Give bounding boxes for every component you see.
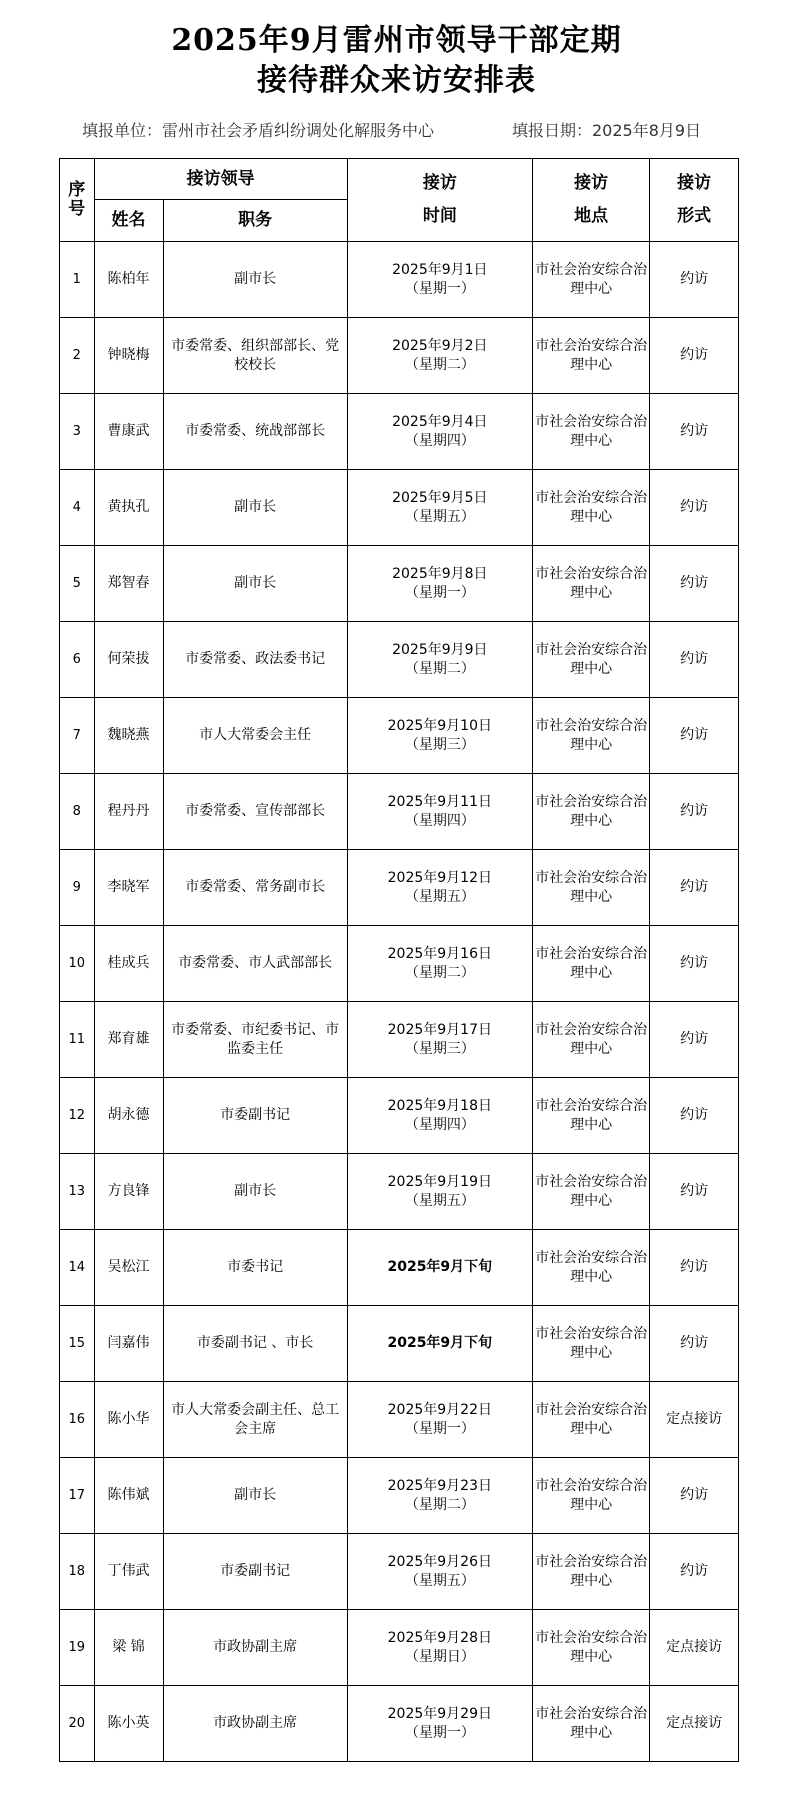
- cell-time: [347, 1458, 532, 1534]
- cell-form: 约访: [650, 926, 739, 1002]
- table-row: [60, 1230, 739, 1306]
- cell-form: 约访: [650, 318, 739, 394]
- cell-place: 市社会治安综合治理中心: [532, 1306, 649, 1382]
- cell-date: 2025年9月9日: [392, 641, 488, 658]
- cell-name: 魏晓燕: [94, 698, 163, 774]
- cell-seq: 19: [60, 1610, 95, 1686]
- table-row: [60, 1078, 739, 1154]
- header-form-line1: 接访: [677, 173, 712, 193]
- table-row: [60, 1382, 739, 1458]
- cell-seq: 6: [60, 622, 95, 698]
- cell-name: 吴松江: [94, 1230, 163, 1306]
- cell-weekday: （星期五）: [404, 1192, 475, 1209]
- cell-position: 市委书记: [163, 1230, 347, 1306]
- cell-seq: 3: [60, 394, 95, 470]
- cell-name: 胡永德: [94, 1078, 163, 1154]
- cell-time: [347, 1078, 532, 1154]
- cell-form: 约访: [650, 1078, 739, 1154]
- cell-seq: 13: [60, 1154, 95, 1230]
- cell-position: 副市长: [163, 470, 347, 546]
- cell-name: 钟晓梅: [94, 318, 163, 394]
- table-row: [60, 850, 739, 926]
- cell-time: [347, 318, 532, 394]
- cell-name: 何荣拔: [94, 622, 163, 698]
- reporting-unit: 填报单位：雷州市社会矛盾纠纷调处化解服务中心: [82, 121, 435, 140]
- header-time-line1: 接访: [422, 173, 457, 193]
- header-time: [347, 159, 532, 242]
- cell-name: 陈小英: [94, 1686, 163, 1762]
- cell-position: 市委常委、组织部部长、党校校长: [163, 318, 347, 394]
- cell-time: [347, 774, 532, 850]
- header-place-line2: 地点: [574, 206, 609, 226]
- cell-name: 陈伟斌: [94, 1458, 163, 1534]
- cell-seq: 7: [60, 698, 95, 774]
- table-row: [60, 1686, 739, 1762]
- table-row: [60, 622, 739, 698]
- header-name: 姓名: [94, 200, 163, 242]
- cell-date: 2025年9月12日: [387, 869, 492, 886]
- cell-form: 定点接访: [650, 1610, 739, 1686]
- table-row: [60, 470, 739, 546]
- cell-time: [347, 1382, 532, 1458]
- cell-place: 市社会治安综合治理中心: [532, 546, 649, 622]
- cell-form: 约访: [650, 1154, 739, 1230]
- cell-time: [347, 622, 532, 698]
- cell-date: 2025年9月23日: [387, 1477, 492, 1494]
- cell-seq: 8: [60, 774, 95, 850]
- cell-place: 市社会治安综合治理中心: [532, 1610, 649, 1686]
- page-title-line2: 接待群众来访安排表: [257, 63, 536, 98]
- cell-weekday: （星期二）: [404, 356, 475, 373]
- cell-form: 约访: [650, 1306, 739, 1382]
- table-row: [60, 698, 739, 774]
- reporting-date: 填报日期：2025年8月9日: [512, 121, 702, 140]
- table-row: [60, 1534, 739, 1610]
- cell-time: [347, 1534, 532, 1610]
- cell-position: 市委副书记: [163, 1078, 347, 1154]
- cell-name: 陈小华: [94, 1382, 163, 1458]
- table-row: [60, 1306, 739, 1382]
- header-leader-group: 接访领导: [94, 159, 347, 200]
- header-time-line2: 时间: [422, 206, 457, 226]
- table-row: [60, 1610, 739, 1686]
- cell-position: 副市长: [163, 546, 347, 622]
- cell-weekday: （星期三）: [404, 736, 475, 753]
- cell-name: 程丹丹: [94, 774, 163, 850]
- cell-seq: 12: [60, 1078, 95, 1154]
- cell-seq: 14: [60, 1230, 95, 1306]
- cell-form: 约访: [650, 774, 739, 850]
- cell-time: [347, 850, 532, 926]
- cell-weekday: （星期一）: [404, 584, 475, 601]
- cell-name: 郑智春: [94, 546, 163, 622]
- cell-form: 约访: [650, 1002, 739, 1078]
- table-row: [60, 242, 739, 318]
- cell-place: 市社会治安综合治理中心: [532, 622, 649, 698]
- cell-place: 市社会治安综合治理中心: [532, 1382, 649, 1458]
- cell-place: 市社会治安综合治理中心: [532, 470, 649, 546]
- cell-position: 市政协副主席: [163, 1686, 347, 1762]
- cell-position: 市委常委、政法委书记: [163, 622, 347, 698]
- cell-name: 梁 锦: [94, 1610, 163, 1686]
- cell-place: 市社会治安综合治理中心: [532, 1230, 649, 1306]
- cell-weekday: （星期日）: [404, 1648, 475, 1665]
- cell-weekday: （星期五）: [404, 888, 475, 905]
- cell-position: 副市长: [163, 242, 347, 318]
- cell-place: 市社会治安综合治理中心: [532, 318, 649, 394]
- cell-position: 市人大常委会副主任、总工会主席: [163, 1382, 347, 1458]
- table-row: [60, 1458, 739, 1534]
- cell-seq: 20: [60, 1686, 95, 1762]
- table-row: [60, 1002, 739, 1078]
- cell-form: 约访: [650, 546, 739, 622]
- cell-time: [347, 1230, 532, 1306]
- cell-position: 市委常委、统战部部长: [163, 394, 347, 470]
- cell-weekday: （星期四）: [404, 812, 475, 829]
- cell-name: 黄执孔: [94, 470, 163, 546]
- cell-form: 约访: [650, 394, 739, 470]
- cell-weekday: （星期一）: [404, 1420, 475, 1437]
- header-seq-line1: 序: [68, 180, 86, 200]
- cell-weekday: （星期三）: [404, 1040, 475, 1057]
- table-row: [60, 394, 739, 470]
- cell-form: 约访: [650, 1230, 739, 1306]
- table-row: [60, 926, 739, 1002]
- cell-form: 约访: [650, 1534, 739, 1610]
- cell-place: 市社会治安综合治理中心: [532, 242, 649, 318]
- cell-form: 定点接访: [650, 1686, 739, 1762]
- cell-position: 市政协副主席: [163, 1610, 347, 1686]
- cell-place: 市社会治安综合治理中心: [532, 774, 649, 850]
- header-place: [532, 159, 649, 242]
- header-seq-line2: 号: [68, 199, 86, 219]
- cell-seq: 16: [60, 1382, 95, 1458]
- cell-date: 2025年9月18日: [387, 1097, 492, 1114]
- table-row: [60, 1154, 739, 1230]
- cell-weekday: （星期二）: [404, 1496, 475, 1513]
- cell-weekday: （星期二）: [404, 660, 475, 677]
- cell-date: 2025年9月17日: [387, 1021, 492, 1038]
- cell-form: 约访: [650, 698, 739, 774]
- table-row: [60, 546, 739, 622]
- cell-weekday: （星期二）: [404, 964, 475, 981]
- cell-seq: 2: [60, 318, 95, 394]
- cell-seq: 17: [60, 1458, 95, 1534]
- cell-form: 约访: [650, 1458, 739, 1534]
- cell-date: 2025年9月10日: [387, 717, 492, 734]
- cell-form: 约访: [650, 242, 739, 318]
- cell-seq: 5: [60, 546, 95, 622]
- cell-place: 市社会治安综合治理中心: [532, 1002, 649, 1078]
- cell-form: 约访: [650, 470, 739, 546]
- cell-place: 市社会治安综合治理中心: [532, 1686, 649, 1762]
- cell-place: 市社会治安综合治理中心: [532, 926, 649, 1002]
- cell-date: 2025年9月2日: [392, 337, 488, 354]
- cell-date: 2025年9月8日: [392, 565, 488, 582]
- cell-date: 2025年9月下旬: [387, 1335, 493, 1351]
- cell-form: 约访: [650, 850, 739, 926]
- cell-position: 市委常委、市纪委书记、市监委主任: [163, 1002, 347, 1078]
- cell-seq: 1: [60, 242, 95, 318]
- cell-place: 市社会治安综合治理中心: [532, 1154, 649, 1230]
- cell-position: 副市长: [163, 1154, 347, 1230]
- cell-time: [347, 1610, 532, 1686]
- page-title-line1: 2025年9月雷州市领导干部定期: [171, 23, 622, 58]
- cell-date: 2025年9月28日: [387, 1629, 492, 1646]
- cell-name: 郑育雄: [94, 1002, 163, 1078]
- cell-time: [347, 926, 532, 1002]
- cell-place: 市社会治安综合治理中心: [532, 394, 649, 470]
- cell-seq: 4: [60, 470, 95, 546]
- cell-date: 2025年9月4日: [392, 413, 488, 430]
- cell-position: 市委副书记: [163, 1534, 347, 1610]
- table-row: [60, 774, 739, 850]
- cell-seq: 10: [60, 926, 95, 1002]
- cell-date: 2025年9月5日: [392, 489, 488, 506]
- header-form: [650, 159, 739, 242]
- cell-time: [347, 1686, 532, 1762]
- cell-name: 李晓军: [94, 850, 163, 926]
- cell-time: [347, 394, 532, 470]
- header-seq: [60, 159, 95, 242]
- cell-time: [347, 1154, 532, 1230]
- cell-date: 2025年9月11日: [387, 793, 492, 810]
- cell-position: 市人大常委会主任: [163, 698, 347, 774]
- cell-seq: 9: [60, 850, 95, 926]
- cell-date: 2025年9月26日: [387, 1553, 492, 1570]
- header-row-1: [60, 159, 739, 200]
- cell-date: 2025年9月16日: [387, 945, 492, 962]
- cell-position: 市委常委、宣传部部长: [163, 774, 347, 850]
- cell-time: [347, 242, 532, 318]
- cell-form: 定点接访: [650, 1382, 739, 1458]
- cell-time: [347, 1002, 532, 1078]
- cell-name: 桂成兵: [94, 926, 163, 1002]
- cell-name: 曹康武: [94, 394, 163, 470]
- cell-date: 2025年9月22日: [387, 1401, 492, 1418]
- cell-date: 2025年9月29日: [387, 1705, 492, 1722]
- cell-time: [347, 546, 532, 622]
- schedule-table: [59, 158, 739, 1762]
- cell-name: 陈柏年: [94, 242, 163, 318]
- cell-position: 市委常委、市人武部部长: [163, 926, 347, 1002]
- cell-date: 2025年9月1日: [392, 261, 488, 278]
- cell-position: 市委常委、常务副市长: [163, 850, 347, 926]
- cell-time: [347, 470, 532, 546]
- cell-place: 市社会治安综合治理中心: [532, 1458, 649, 1534]
- cell-weekday: （星期一）: [404, 280, 475, 297]
- cell-form: 约访: [650, 622, 739, 698]
- cell-place: 市社会治安综合治理中心: [532, 698, 649, 774]
- cell-time: [347, 1306, 532, 1382]
- cell-weekday: （星期五）: [404, 508, 475, 525]
- cell-weekday: （星期四）: [404, 432, 475, 449]
- header-place-line1: 接访: [574, 173, 609, 193]
- cell-name: 闫嘉伟: [94, 1306, 163, 1382]
- cell-position: 市委副书记 、市长: [163, 1306, 347, 1382]
- cell-position: 副市长: [163, 1458, 347, 1534]
- cell-date: 2025年9月下旬: [387, 1259, 493, 1275]
- table-row: [60, 318, 739, 394]
- cell-seq: 18: [60, 1534, 95, 1610]
- cell-place: 市社会治安综合治理中心: [532, 850, 649, 926]
- cell-name: 方良锋: [94, 1154, 163, 1230]
- cell-place: 市社会治安综合治理中心: [532, 1078, 649, 1154]
- cell-name: 丁伟武: [94, 1534, 163, 1610]
- cell-weekday: （星期一）: [404, 1724, 475, 1741]
- header-form-line2: 形式: [677, 206, 712, 226]
- cell-place: 市社会治安综合治理中心: [532, 1534, 649, 1610]
- cell-weekday: （星期四）: [404, 1116, 475, 1133]
- cell-weekday: （星期五）: [404, 1572, 475, 1589]
- cell-time: [347, 698, 532, 774]
- cell-seq: 15: [60, 1306, 95, 1382]
- cell-seq: 11: [60, 1002, 95, 1078]
- cell-date: 2025年9月19日: [387, 1173, 492, 1190]
- header-position: 职务: [163, 200, 347, 242]
